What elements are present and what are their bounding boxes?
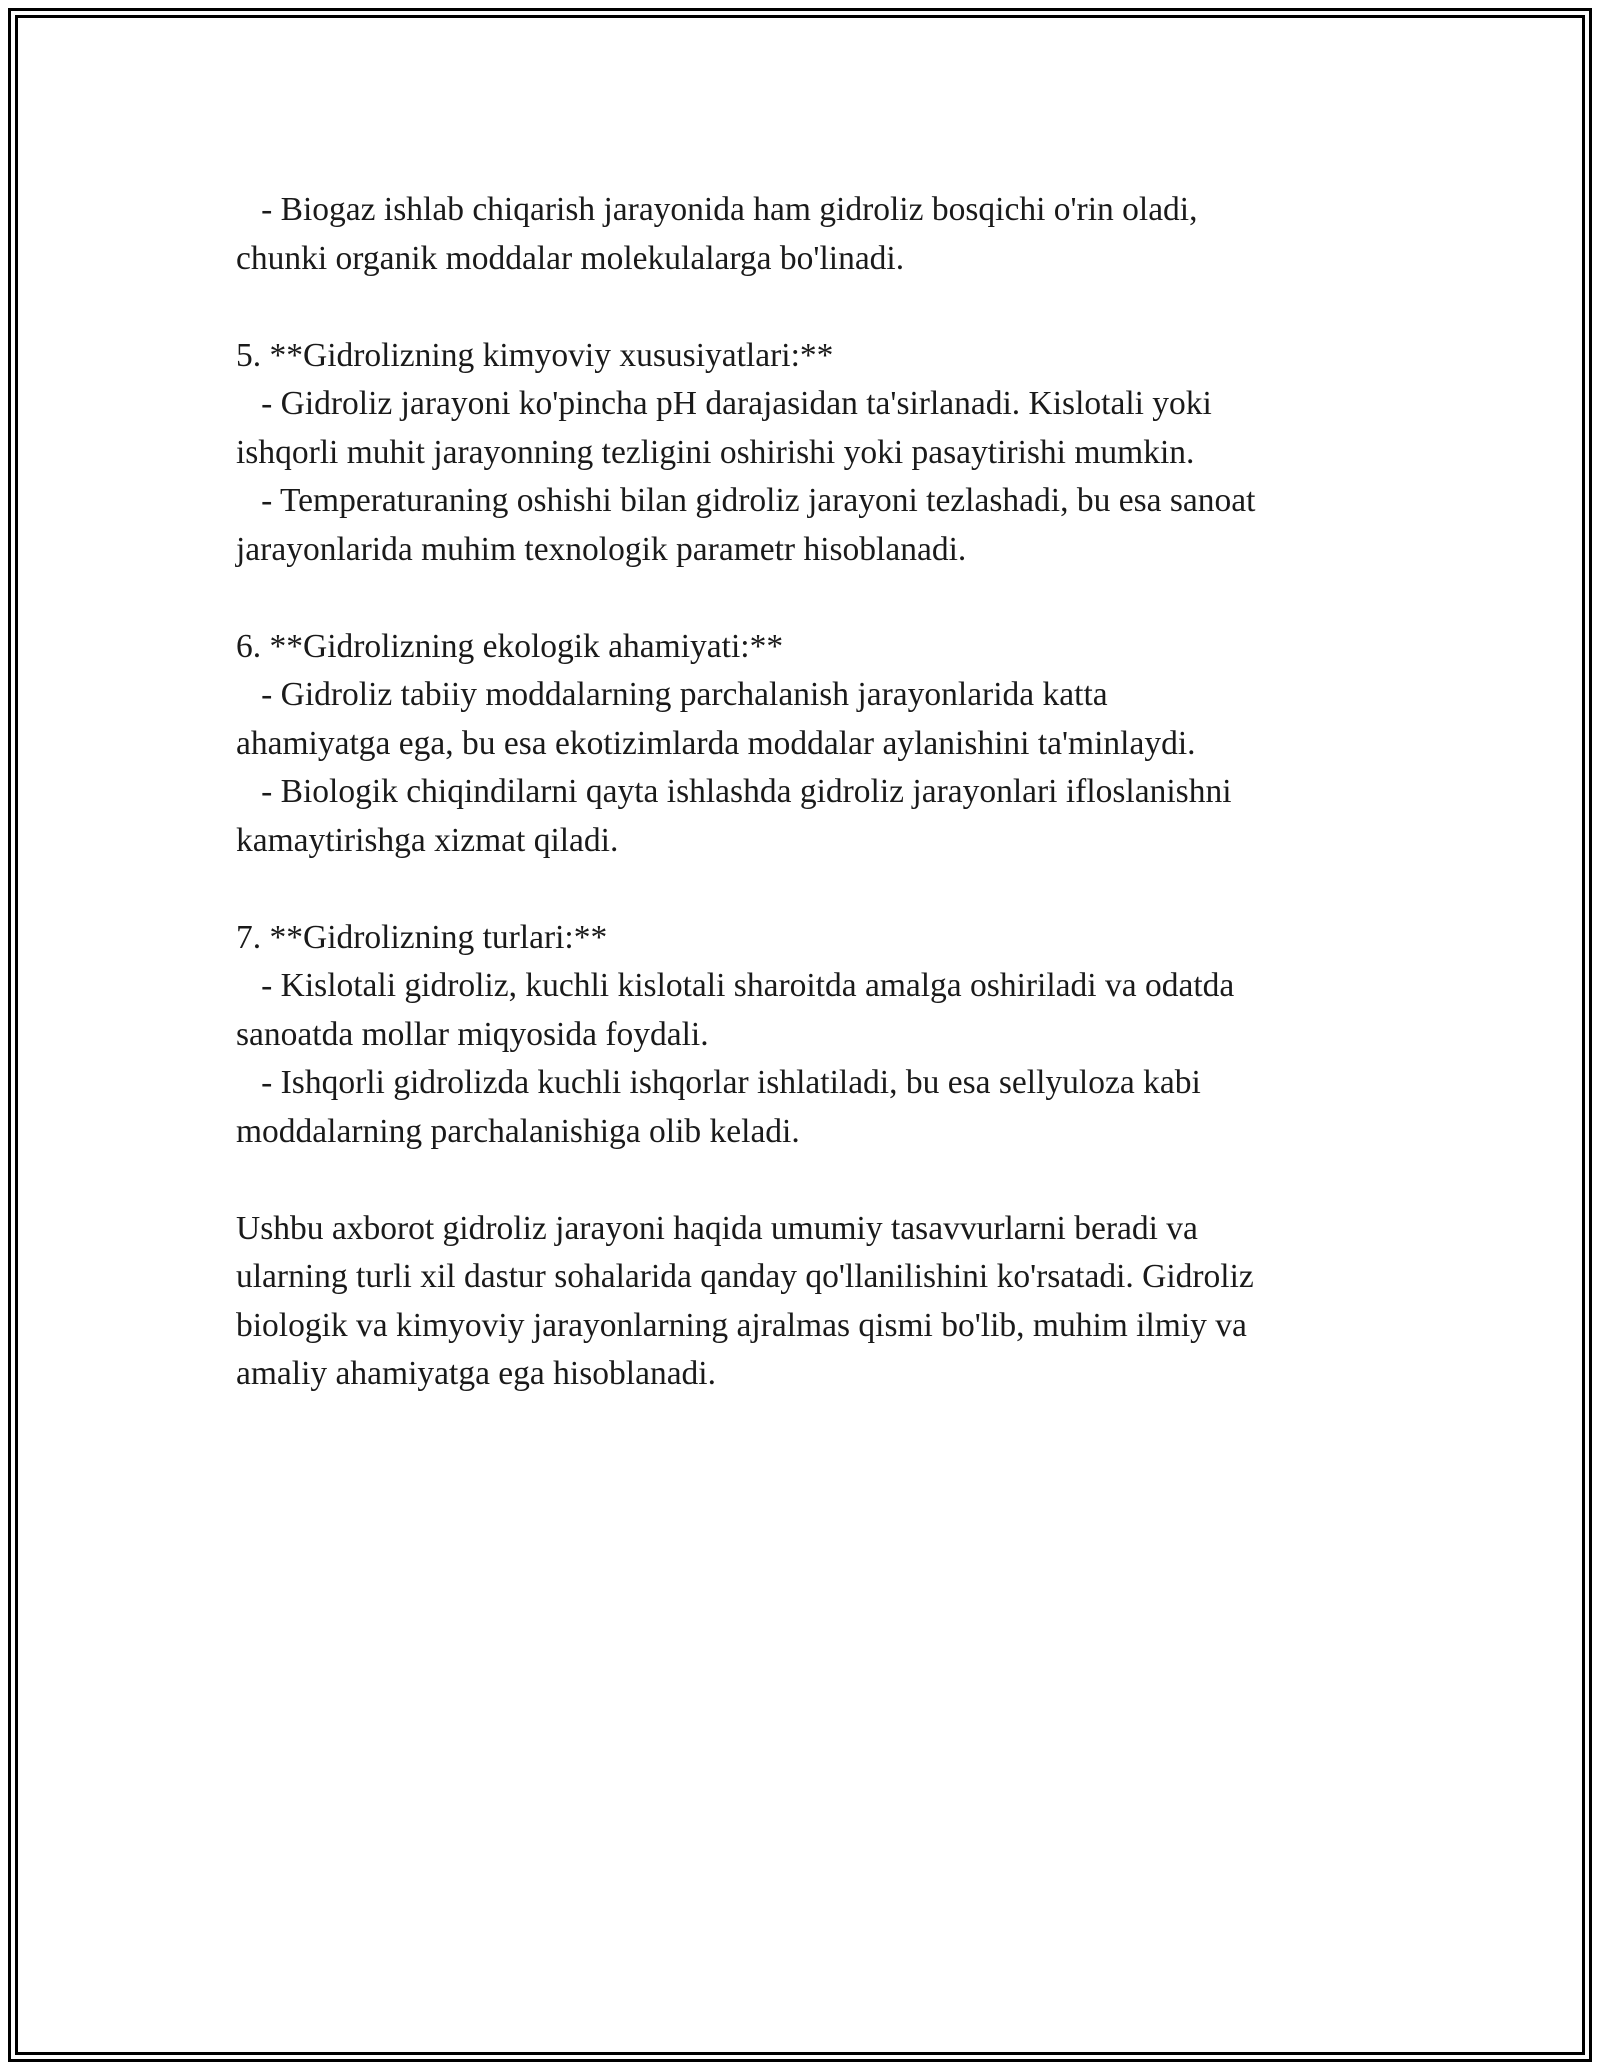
paragraph-biogaz xyxy=(236,186,1366,283)
text-line: - Temperaturaning oshishi bilan gidroliz jarayoni tezlashadi, bu esa sanoat xyxy=(236,482,1256,519)
paragraph-conclusion xyxy=(236,1205,1366,1399)
text-line: jarayonlarida muhim texnologik parametr hisoblanadi. xyxy=(236,530,967,568)
document-body xyxy=(236,186,1366,1399)
text-line: kamaytirishga xizmat qiladi. xyxy=(236,821,619,859)
text-line: ishqorli muhit jarayonning tezligini oshirishi yoki pasaytirishi mumkin. xyxy=(236,433,1195,471)
text-line: - Biogaz ishlab chiqarish jarayonida ham gidroliz bosqichi o'rin oladi, xyxy=(236,191,1198,228)
section-7-turlari xyxy=(236,914,1366,1157)
text-line: sanoatda mollar miqyosida foydali. xyxy=(236,1015,709,1053)
text-line: - Gidroliz jarayoni ko'pincha pH darajasidan ta'sirlanadi. Kislotali yoki xyxy=(236,385,1212,422)
text-line: ahamiyatga ega, bu esa ekotizimlarda moddalar aylanishini ta'minlaydi. xyxy=(236,724,1196,762)
section-6-ekologik-ahamiyati xyxy=(236,623,1366,866)
section-5-kimyoviy-xususiyatlari xyxy=(236,332,1366,575)
paragraph-spacer xyxy=(236,1156,1366,1205)
paragraph-spacer xyxy=(236,865,1366,914)
text-line: - Kislotali gidroliz, kuchli kislotali sharoitda amalga oshiriladi va odatda xyxy=(236,967,1235,1004)
section-heading: 7. **Gidrolizning turlari:** xyxy=(236,918,608,956)
text-line: amaliy ahamiyatga ega hisoblanadi. xyxy=(236,1355,716,1392)
text-line: ularning turli xil dastur sohalarida qanday qo'llanilishini ko'rsatadi. Gidroliz xyxy=(236,1258,1254,1295)
text-line: - Gidroliz tabiiy moddalarning parchalanish jarayonlarida katta xyxy=(236,676,1108,713)
section-heading: 6. **Gidrolizning ekologik ahamiyati:** xyxy=(236,627,784,665)
text-line: biologik va kimyoviy jarayonlarning ajralmas qismi bo'lib, muhim ilmiy va xyxy=(236,1306,1247,1344)
paragraph-spacer xyxy=(236,574,1366,623)
text-line: Ushbu axborot gidroliz jarayoni haqida umumiy tasavvurlarni beradi va xyxy=(236,1209,1198,1247)
text-line: moddalarning parchalanishiga olib keladi. xyxy=(236,1112,800,1150)
paragraph-spacer xyxy=(236,283,1366,332)
section-heading: 5. **Gidrolizning kimyoviy xususiyatlari:** xyxy=(236,336,834,374)
text-line: chunki organik moddalar molekulalarga bo'linadi. xyxy=(236,239,905,277)
text-line: - Ishqorli gidrolizda kuchli ishqorlar ishlatiladi, bu esa sellyuloza kabi xyxy=(236,1064,1201,1101)
text-line: - Biologik chiqindilarni qayta ishlashda gidroliz jarayonlari ifloslanishni xyxy=(236,773,1232,810)
